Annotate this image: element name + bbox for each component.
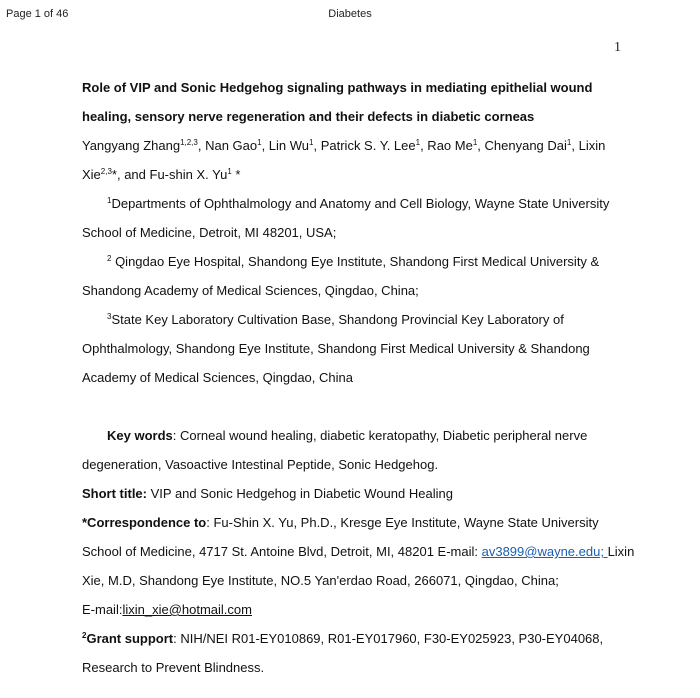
author-sup: 1,2,3 (180, 138, 198, 147)
short-title (82, 482, 622, 511)
correspondence-text: School of Medicine, 4717 St. Antoine Blvd, Detroit, MI, 48201 E-mail: (82, 544, 482, 559)
affiliation-sup: 3 (107, 312, 112, 321)
author-sup: 1 (257, 138, 262, 147)
author-sup: 1 (415, 138, 421, 147)
title-line-2: healing, sensory nerve regeneration and their defects in diabetic corneas (82, 109, 535, 124)
grant-line-2: Research to Prevent Blindness. (82, 660, 265, 675)
page-number: 1 (614, 40, 621, 55)
journal-name: Diabetes (328, 8, 372, 20)
correspondence-text: : Fu-Shin X. Yu, Ph.D., Kresge Eye Institute, Wayne State University (206, 515, 599, 530)
affiliation-3-line-3: Academy of Medical Sciences, Qingdao, China (82, 370, 353, 385)
page-label: Page 1 of 46 (6, 8, 69, 20)
author-sup: 1 (472, 138, 478, 147)
affiliation-3-line-1 (82, 308, 622, 337)
author-text: , Lin Wu (261, 138, 310, 153)
affiliation-1-line-1 (82, 192, 622, 221)
affiliation-text: Departments of Ophthalmology and Anatomy and Cell Biology, Wayne State University (111, 196, 610, 211)
affiliation-2-line-2: Shandong Academy of Medical Sciences, Qingdao, China; (82, 283, 419, 298)
email-link-yu[interactable]: av3899@wayne.edu; (481, 544, 608, 559)
author-text: * (231, 167, 241, 182)
grant-line-1 (82, 627, 622, 656)
affiliation-3-line-2: Ophthalmology, Shandong Eye Institute, Shandong First Medical University & Shandong (82, 341, 590, 356)
affiliation-text: State Key Laboratory Cultivation Base, Shandong Provincial Key Laboratory of (111, 312, 564, 327)
author-text: , Nan Gao (197, 138, 258, 153)
author-text: Xie (82, 167, 101, 182)
short-title-label: Short title: (82, 486, 147, 501)
authors-line-1 (82, 134, 622, 163)
grant-sup: 2 (82, 631, 87, 640)
author-text: , Chenyang Dai (477, 138, 567, 153)
keywords-line-1 (82, 424, 622, 453)
author-sup: 1 (566, 138, 572, 147)
author-sup: 1 (309, 138, 314, 147)
authors-line-2 (82, 163, 622, 192)
correspondence-text: Lixin (607, 544, 635, 559)
correspondence-line-4 (82, 598, 622, 627)
title-line-1: Role of VIP and Sonic Hedgehog signaling pathways in mediating epithelial wound (82, 80, 593, 95)
grant-label: Grant support (86, 631, 174, 646)
correspondence-label: *Correspondence to (82, 515, 207, 530)
correspondence-line-1 (82, 511, 622, 540)
keywords-label: Key words (107, 428, 173, 443)
author-sup: 2,3 (100, 167, 112, 176)
short-title-text: VIP and Sonic Hedgehog in Diabetic Wound Healing (147, 486, 453, 501)
correspondence-line-3: Xie, M.D, Shandong Eye Institute, NO.5 Yan'erdao Road, 266071, Qingdao, China; (82, 573, 559, 588)
author-text: , Patrick S. Y. Lee (313, 138, 416, 153)
author-text: *, and Fu-shin X. Yu (111, 167, 228, 182)
affiliation-1-line-2: School of Medicine, Detroit, MI 48201, USA; (82, 225, 337, 240)
keywords-text: : Corneal wound healing, diabetic keratopathy, Diabetic peripheral nerve (172, 428, 588, 443)
affiliation-sup: 1 (107, 196, 112, 205)
author-text: , Rao Me (420, 138, 473, 153)
affiliation-sup: 2 (107, 254, 112, 263)
author-text: Yangyang Zhang (82, 138, 181, 153)
correspondence-line-2 (82, 540, 635, 569)
affiliation-text: Qingdao Eye Hospital, Shandong Eye Institute, Shandong First Medical University & (111, 254, 600, 269)
correspondence-text: E-mail: (82, 602, 123, 617)
author-text: , Lixin (571, 138, 606, 153)
grant-text: : NIH/NEI R01-EY010869, R01-EY017960, F30-EY025923, P30-EY04068, (173, 631, 604, 646)
email-link-xie[interactable]: lixin_xie@hotmail.com (122, 602, 252, 617)
keywords-line-2: degeneration, Vasoactive Intestinal Peptide, Sonic Hedgehog. (82, 457, 439, 472)
affiliation-2-line-1 (82, 250, 622, 279)
document-body (82, 76, 635, 685)
spacer (82, 395, 622, 424)
author-sup: 1 (227, 167, 232, 176)
